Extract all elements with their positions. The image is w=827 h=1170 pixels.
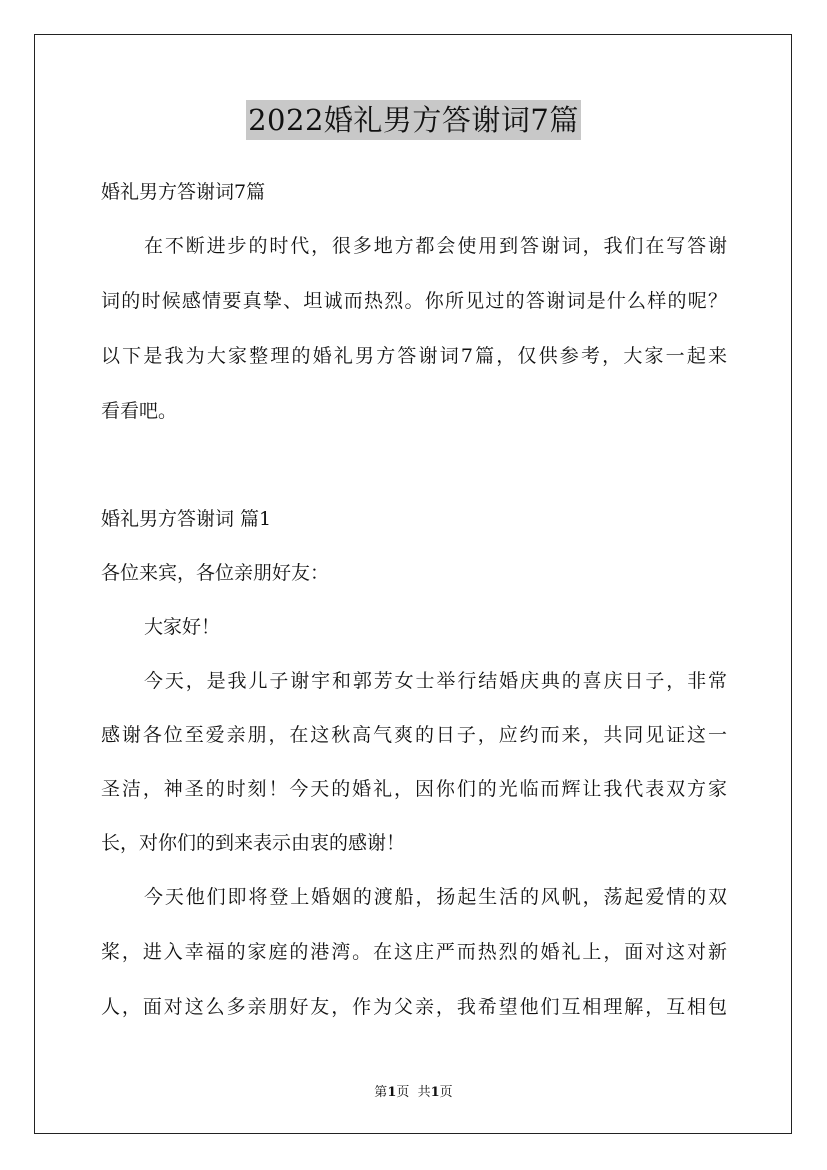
page-footer [0, 1084, 827, 1102]
document-title: 2022婚礼男方答谢词7篇 [246, 100, 581, 140]
paragraph-1-line-3: 圣洁，神圣的时刻！今天的婚礼，因你们的光临而辉让我代表双方家 [101, 778, 727, 800]
salutation-line: 各位来宾，各位亲朋好友： [101, 562, 330, 584]
paragraph-1-line-2: 感谢各位至爱亲朋，在这秋高气爽的日子，应约而来，共同见证这一 [101, 724, 727, 746]
paragraph-1-line-4: 长，对你们的到来表示由衷的感谢！ [101, 832, 406, 854]
intro-line-1: 在不断进步的时代，很多地方都会使用到答谢词，我们在写答谢 [144, 235, 727, 257]
footer-total-pages: 1 [430, 1085, 440, 1100]
greeting-line: 大家好！ [144, 616, 221, 638]
title-container [0, 100, 827, 140]
footer-prefix: 第 [374, 1085, 388, 1100]
intro-line-4: 看看吧。 [101, 400, 178, 422]
paragraph-2-line-1: 今天他们即将登上婚姻的渡船，扬起生活的风帆，荡起爱情的双 [144, 886, 727, 908]
section-heading: 婚礼男方答谢词 篇1 [101, 508, 272, 530]
footer-mid: 页 共 [396, 1085, 431, 1100]
intro-line-2: 词的时候感情要真挚、坦诚而热烈。你所见过的答谢词是什么样的呢？ [101, 290, 727, 312]
footer-current-page: 1 [387, 1085, 397, 1100]
subtitle-line: 婚礼男方答谢词7篇 [101, 181, 266, 203]
footer-suffix: 页 [439, 1085, 453, 1100]
paragraph-2-line-2: 桨，进入幸福的家庭的港湾。在这庄严而热烈的婚礼上，面对这对新 [101, 941, 727, 963]
paragraph-1-line-1: 今天，是我儿子谢宇和郭芳女士举行结婚庆典的喜庆日子，非常 [144, 670, 727, 692]
paragraph-2-line-3: 人，面对这么多亲朋好友，作为父亲，我希望他们互相理解，互相包 [101, 996, 727, 1018]
intro-line-3: 以下是我为大家整理的婚礼男方答谢词7篇，仅供参考，大家一起来 [101, 345, 727, 367]
